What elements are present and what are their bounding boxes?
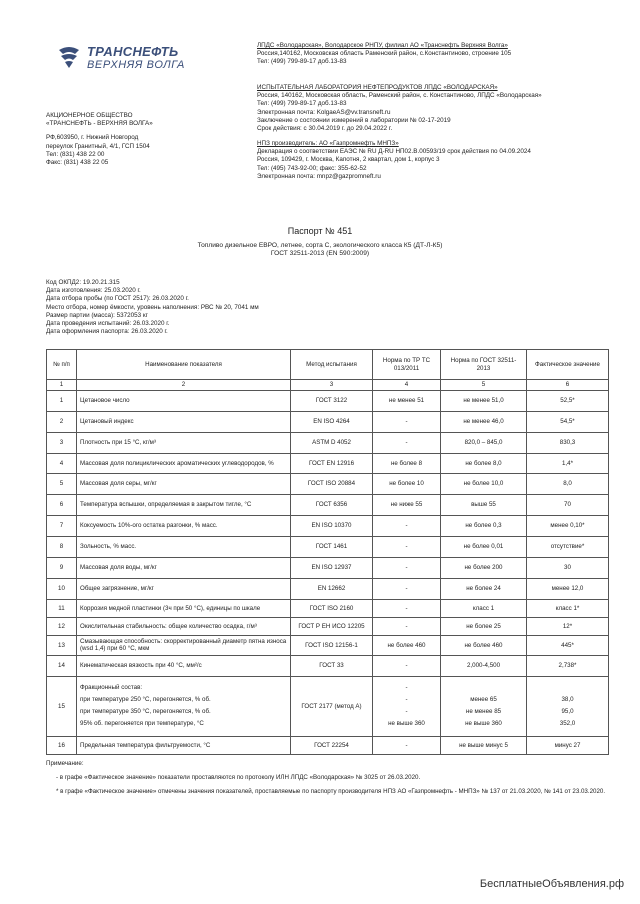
row-norm-tr: - xyxy=(373,599,441,617)
row-value: 2,738* xyxy=(527,655,609,676)
row-value: класс 1* xyxy=(527,599,609,617)
header-name: Наименование показателя xyxy=(77,350,291,380)
refinery-line: Декларация о соответствии ЕАЭС № RU Д-RU НП02.В.00593/19 срок действия по 04.09.2024 xyxy=(257,148,531,156)
meta-line: Дата оформления паспорта: 26.03.2020 г. xyxy=(46,328,168,336)
table-row xyxy=(47,635,609,655)
lpds-line: Россия,140162, Московская область Раменский район, с.Константиново, строение 105 xyxy=(257,50,512,58)
row-method: EN ISO 12937 xyxy=(291,557,373,578)
row-norm-gost: не более 460 xyxy=(441,635,527,655)
row-norm-gost: 2,000-4,500 xyxy=(441,655,527,676)
refinery-line: Россия, 109429, г. Москва, Капотня, 2 квартал, дом 1, корпус 3 xyxy=(257,156,440,164)
row-norm-tr: - xyxy=(373,736,441,754)
row-name-line: 95% об. перегоняется при температуре, °С xyxy=(80,720,204,727)
meta-line: Код ОКПД2: 19.20.21.315 xyxy=(46,279,120,286)
row-val-line: 352,0 xyxy=(559,720,576,727)
table-row xyxy=(47,599,609,617)
table-row xyxy=(47,557,609,578)
row-method: EN ISO 10370 xyxy=(291,515,373,536)
row-value: 1,4* xyxy=(527,453,609,473)
table-row xyxy=(47,473,609,494)
row-name: Общее загрязнение, мг/кг xyxy=(77,578,291,599)
notes xyxy=(46,760,606,796)
company-line: РФ,603950, г. Нижний Новгород xyxy=(46,134,139,142)
colnum: 1 xyxy=(47,380,77,391)
row-norm-tr: не более 8 xyxy=(373,453,441,473)
refinery-heading: НПЗ производитель: АО «Газпромнефть МНПЗ» xyxy=(257,140,399,147)
row-value: 8,0 xyxy=(527,473,609,494)
lab-line: Тел: (499) 799-89-17 доб.13-83 xyxy=(257,100,347,108)
header-num: № п/п xyxy=(47,350,77,380)
row-name: Цетановое число xyxy=(77,390,291,411)
refinery-block xyxy=(257,140,617,181)
row-value: 70 xyxy=(527,494,609,515)
row-tr-line: - xyxy=(405,684,408,691)
row-value: минус 27 xyxy=(527,736,609,754)
row-norm-tr: не ниже 55 xyxy=(373,494,441,515)
row-norm-gost: не более 25 xyxy=(441,617,527,635)
row-method: EN ISO 4264 xyxy=(291,411,373,432)
header-tr: Норма по ТР ТС 013/2011 xyxy=(373,350,441,380)
table-row xyxy=(47,390,609,411)
note-2: * в графе «Фактическое значение» отмечены значения показателей, проставляемые по паспорту производителя НПЗ АО «Газпромнефть - МНПЗ» № 137 от 21.03.2020, № 141 от 23.03.2020. xyxy=(56,788,606,795)
row-norm-gost: не выше минус 5 xyxy=(441,736,527,754)
row-name-line: Фракционный состав: xyxy=(80,684,143,691)
row-name: Окислительная стабильность: общее количество осадка, г/м³ xyxy=(77,617,291,635)
row-number: 1 xyxy=(47,390,77,411)
row-norm-gost: класс 1 xyxy=(441,599,527,617)
row-number: 15 xyxy=(47,676,77,736)
row-norm-tr: - xyxy=(373,432,441,453)
row-method: ГОСТ 22254 xyxy=(291,736,373,754)
passport-standard: ГОСТ 32511-2013 (EN 590:2009) xyxy=(270,250,370,257)
row-value: отсутствие* xyxy=(527,536,609,557)
row-name: Коксуемость 10%-ого остатка разгонки, % масс. xyxy=(77,515,291,536)
row-norm-gost: не более 200 xyxy=(441,557,527,578)
row-norm-gost: не более 0,3 xyxy=(441,515,527,536)
row-method: ГОСТ ISO 2160 xyxy=(291,599,373,617)
lab-line: Электронная почта: KolgaeAS@vv.transneft.ru xyxy=(257,108,391,116)
note-1: - в графе «Фактическое значение» показатели проставляются по протоколу ИЛН ЛПДС «Володарская» № 3025 от 26.03.2020. xyxy=(56,774,421,781)
row-name: Коррозия медной пластинки (3ч при 50 °С), единицы по шкале xyxy=(77,599,291,617)
row-name: Предельная температура фильтруемости, °С xyxy=(77,736,291,754)
refinery-line: Тел: (495) 743-92-00; факс: 355-62-52 xyxy=(257,164,367,172)
row-number: 9 xyxy=(47,557,77,578)
table-row xyxy=(47,515,609,536)
row-norm-tr: - xyxy=(373,557,441,578)
row-norm-gost: выше 55 xyxy=(441,494,527,515)
header-method: Метод испытания xyxy=(291,350,373,380)
row-val-line xyxy=(530,682,605,694)
row-val-line: 38,0 xyxy=(561,696,574,703)
table-body xyxy=(47,390,609,754)
row-name: Массовая доля полициклических ароматических углеводородов, % xyxy=(77,453,291,473)
company-line: АКЦИОНЕРНОЕ ОБЩЕСТВО xyxy=(46,112,133,119)
meta-line: Размер партии (масса): 5372053 кг xyxy=(46,311,148,319)
row-number: 4 xyxy=(47,453,77,473)
colnum: 4 xyxy=(373,380,441,391)
colnum: 3 xyxy=(291,380,373,391)
row-number: 7 xyxy=(47,515,77,536)
row-norm-gost: не менее 46,0 xyxy=(441,411,527,432)
row-method: ASTM D 4052 xyxy=(291,432,373,453)
header-gost: Норма по ГОСТ 32511-2013 xyxy=(441,350,527,380)
table-row xyxy=(47,736,609,754)
row-norm-gost: не более 10,0 xyxy=(441,473,527,494)
table-row xyxy=(47,432,609,453)
table-row xyxy=(47,453,609,473)
lpds-line: ЛПДС «Володарская», Володарское РНПУ, филиал АО «Транснефть Верхняя Волга» xyxy=(257,42,508,49)
row-method: EN 12662 xyxy=(291,578,373,599)
row-name: Плотность при 15 °С, кг/м³ xyxy=(77,432,291,453)
table-row xyxy=(47,411,609,432)
row-name-line: при температуре 250 °С, перегоняется, % об. xyxy=(80,696,211,703)
row-value: 12* xyxy=(527,617,609,635)
row-gost-line: менее 65 xyxy=(470,696,497,703)
row-number: 3 xyxy=(47,432,77,453)
lab-line: Срок действия: с 30.04.2019 г. до 29.04.2022 г. xyxy=(257,125,393,133)
row-method: ГОСТ Р ЕН ИСО 12205 xyxy=(291,617,373,635)
row-name: Температура вспышки, определяемая в закрытом тигле, °С xyxy=(77,494,291,515)
row-name-line: при температуре 350 °С, перегоняется, % об. xyxy=(80,708,211,715)
row-number: 5 xyxy=(47,473,77,494)
row-gost-line: не выше 360 xyxy=(465,720,502,727)
company-line: Тел: (831) 438 22 00 xyxy=(46,150,105,158)
table-row xyxy=(47,536,609,557)
table-row xyxy=(47,578,609,599)
logo-line2: ВЕРХНЯЯ ВОЛГА xyxy=(87,59,185,71)
row-val xyxy=(527,676,609,736)
row-tr-line: - xyxy=(405,708,408,715)
row-method: ГОСТ 3122 xyxy=(291,390,373,411)
row-value: менее 12,0 xyxy=(527,578,609,599)
row-method: ГОСТ EN 12916 xyxy=(291,453,373,473)
row-number: 14 xyxy=(47,655,77,676)
row-method: ГОСТ 2177 (метод А) xyxy=(291,676,373,736)
transneft-logo-icon xyxy=(57,44,81,70)
row-norm-gost: 820,0 – 845,0 xyxy=(441,432,527,453)
notes-heading: Примечание: xyxy=(46,760,84,767)
passport-subtitle: Топливо дизельное ЕВРО, летнее, сорта С, экологического класса К5 (ДТ-Л-К5) xyxy=(197,242,443,249)
row-value: 52,5* xyxy=(527,390,609,411)
table-row xyxy=(47,655,609,676)
row-norm-tr: не менее 51 xyxy=(373,390,441,411)
row-name: Смазывающая способность: скорректированный диаметр пятна износа (wsd 1,4) при 60 °С, мкм xyxy=(77,635,291,655)
row-number: 10 xyxy=(47,578,77,599)
row-number: 2 xyxy=(47,411,77,432)
passport-title: Паспорт № 451 xyxy=(287,226,353,236)
row-gost-line: не менее 85 xyxy=(465,708,502,715)
lab-line: Россия, 140162, Московская область, Раменский район, с. Константиново, ЛПДС «Володарская» xyxy=(257,92,542,100)
lab-block xyxy=(257,84,617,133)
row-norm-gost: не более 0,01 xyxy=(441,536,527,557)
row-norm-tr: - xyxy=(373,617,441,635)
company-line: Факс: (831) 438 22 05 xyxy=(46,159,109,167)
company-line: «ТРАНСНЕФТЬ - ВЕРХНЯЯ ВОЛГА» xyxy=(46,120,153,128)
row-number: 11 xyxy=(47,599,77,617)
lpds-block xyxy=(257,42,617,67)
row-name: Зольность, % масс. xyxy=(77,536,291,557)
row-number: 16 xyxy=(47,736,77,754)
row-norm-gost: не более 24 xyxy=(441,578,527,599)
company-address xyxy=(46,112,216,167)
company-line: переулок Гранитный, 4/1, ГСП 1504 xyxy=(46,142,150,150)
row-norm-tr: не более 460 xyxy=(373,635,441,655)
row-norm-tr: - xyxy=(373,411,441,432)
row-tr xyxy=(373,676,441,736)
row-number: 13 xyxy=(47,635,77,655)
row-norm-tr: - xyxy=(373,655,441,676)
row-norm-tr: - xyxy=(373,578,441,599)
row-value: 830,3 xyxy=(527,432,609,453)
table-row xyxy=(47,494,609,515)
meta-line: Дата изготовления: 25.03.2020 г. xyxy=(46,287,141,295)
lab-line: Заключение о состоянии измерений в лаборатории № 02-17-2019 xyxy=(257,116,451,124)
batch-info xyxy=(46,279,259,336)
meta-line: Место отбора, номер ёмкости, уровень наполнения: РВС № 20, 7041 мм xyxy=(46,303,259,311)
row-norm-tr: не более 10 xyxy=(373,473,441,494)
quality-table xyxy=(46,349,609,755)
row-name: Кинематическая вязкость при 40 °С, мм²/с xyxy=(77,655,291,676)
row-name: Массовая доля воды, мг/кг xyxy=(77,557,291,578)
meta-line: Дата проведения испытаний: 26.03.2020 г. xyxy=(46,320,170,328)
logo-line1: ТРАНСНЕФТЬ xyxy=(87,44,179,59)
row-norm-gost: не более 8,0 xyxy=(441,453,527,473)
lpds-line: Тел: (499) 799-89-17 доб.13-83 xyxy=(257,58,347,66)
row-norm-tr: - xyxy=(373,515,441,536)
row-value: 30 xyxy=(527,557,609,578)
row-gost-line xyxy=(444,682,523,694)
row-number: 12 xyxy=(47,617,77,635)
row-norm-tr: - xyxy=(373,536,441,557)
site-watermark: БесплатныеОбъявления.рф xyxy=(479,878,624,890)
row-name: Цетановый индекс xyxy=(77,411,291,432)
row-norm-gost: не менее 51,0 xyxy=(441,390,527,411)
row-method: ГОСТ 33 xyxy=(291,655,373,676)
colnum: 5 xyxy=(441,380,527,391)
colnum: 6 xyxy=(527,380,609,391)
colnum: 2 xyxy=(77,380,291,391)
row-method: ГОСТ ISO 12156-1 xyxy=(291,635,373,655)
row-tr-line: не выше 360 xyxy=(388,720,425,727)
row-name xyxy=(77,676,291,736)
row-method: ГОСТ ISO 20884 xyxy=(291,473,373,494)
refinery-line: Электронная почта: mnpz@gazpromneft.ru xyxy=(257,172,381,180)
table-row-fractional xyxy=(47,676,609,736)
header-value: Фактическое значение xyxy=(527,350,609,380)
row-value: 54,5* xyxy=(527,411,609,432)
row-name: Массовая доля серы, мг/кг xyxy=(77,473,291,494)
row-number: 6 xyxy=(47,494,77,515)
table-row xyxy=(47,617,609,635)
row-method: ГОСТ 1461 xyxy=(291,536,373,557)
row-number: 8 xyxy=(47,536,77,557)
row-value: 445* xyxy=(527,635,609,655)
row-gost xyxy=(441,676,527,736)
meta-line: Дата отбора пробы (по ГОСТ 2517): 26.03.2020 г. xyxy=(46,295,189,303)
row-value: менее 0,10* xyxy=(527,515,609,536)
lab-heading: ИСПЫТАТЕЛЬНАЯ ЛАБОРАТОРИЯ НЕФТЕПРОДУКТОВ ЛПДС «ВОЛОДАРСКАЯ» xyxy=(257,84,498,91)
company-logo xyxy=(57,42,217,76)
row-tr-line: - xyxy=(405,696,408,703)
row-method: ГОСТ 6356 xyxy=(291,494,373,515)
row-val-line: 95,0 xyxy=(561,708,574,715)
